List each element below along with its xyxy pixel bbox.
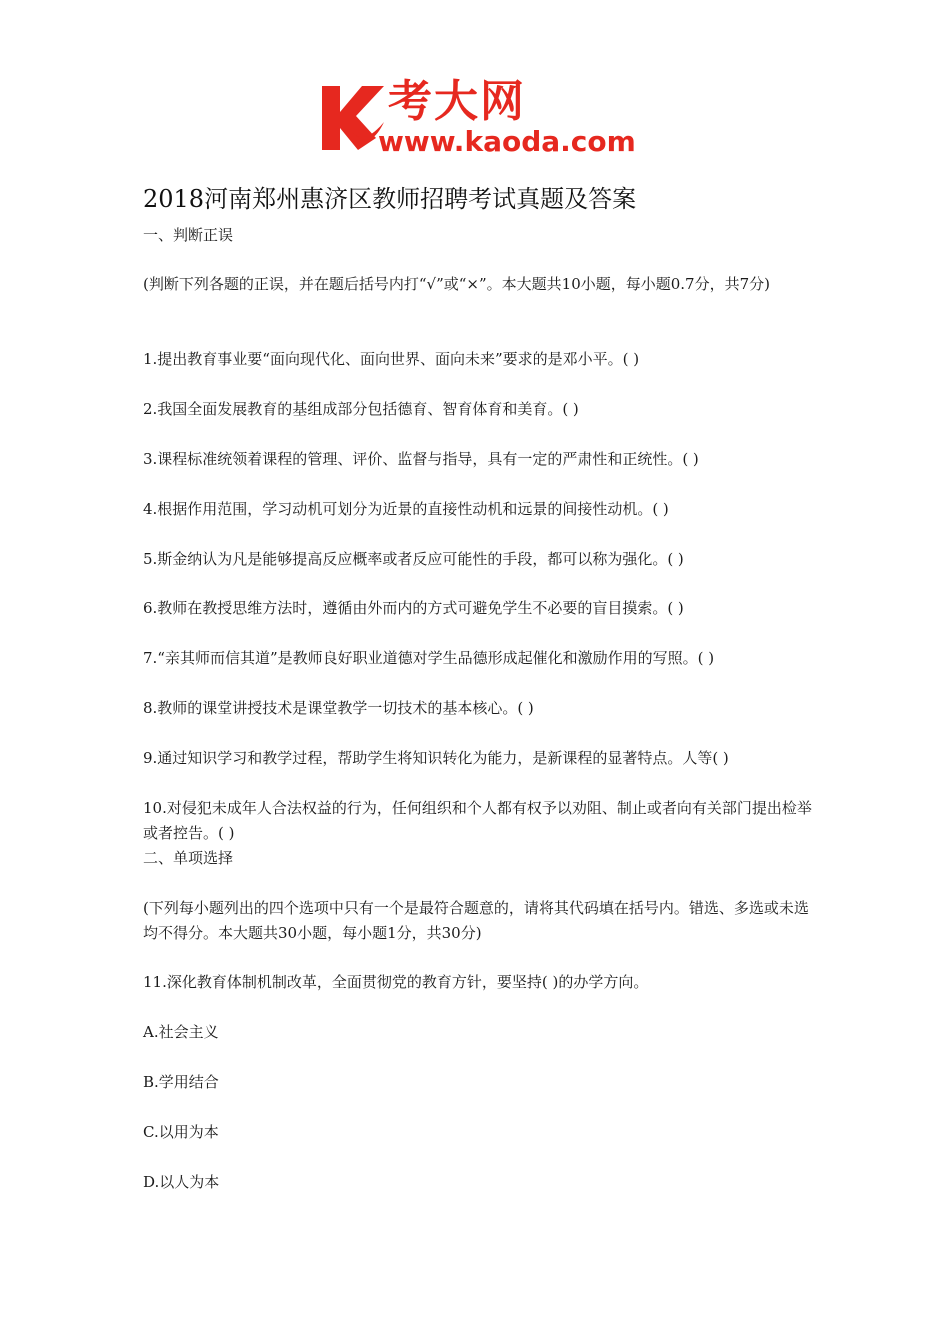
question-6: 6.教师在教授思维方法时，遵循由外而内的方式可避免学生不必要的盲目摸索。( ) (143, 599, 684, 617)
option-a: A.社会主义 (143, 1023, 219, 1041)
question-1: 1.提出教育事业要“面向现代化、面向世界、面向未来”要求的是邓小平。( ) (143, 350, 640, 368)
question-3: 3.课程标准统领着课程的管理、评价、监督与指导，具有一定的严肃性和正统性。( ) (143, 450, 699, 468)
question-5: 5.斯金纳认为凡是能够提高反应概率或者反应可能性的手段，都可以称为强化。( ) (143, 550, 684, 568)
question-8: 8.教师的课堂讲授技术是课堂教学一切技术的基本核心。( ) (143, 699, 534, 717)
question-7: 7.“亲其师而信其道”是教师良好职业道德对学生品德形成起催化和激励作用的写照。( ) (143, 649, 715, 667)
option-b: B.学用结合 (143, 1073, 219, 1091)
option-d: D.以人为本 (143, 1173, 220, 1191)
question-4: 4.根据作用范围，学习动机可划分为近景的直接性动机和远景的间接性动机。( ) (143, 500, 669, 518)
section-instruction-judgment: (判断下列各题的正误，并在题后括号内打“√”或“×”。本大题共10小题，每小题0.7分，共7分) (143, 275, 770, 293)
kaoda-logo (318, 78, 648, 160)
question-10: 10.对侵犯未成年人合法权益的行为，任何组织和个人都有权予以劝阻、制止或者向有关部门提出检举或者控告。( ) (143, 799, 812, 842)
document-title: 2018河南郑州惠济区教师招聘考试真题及答案 (143, 185, 637, 213)
question-11: 11.深化教育体制机制改革，全面贯彻党的教育方针，要坚持( )的办学方向。 (143, 973, 649, 991)
section-heading-single-choice: 二、单项选择 (143, 849, 234, 867)
question-9: 9.通过知识学习和教学过程，帮助学生将知识转化为能力，是新课程的显著特点。人等( ) (143, 749, 729, 767)
section-heading-judgment: 一、判断正误 (143, 226, 234, 244)
option-c: C.以用为本 (143, 1123, 219, 1141)
logo-name: 考大网 (388, 76, 526, 127)
question-2: 2.我国全面发展教育的基组成部分包括德育、智育体育和美育。( ) (143, 400, 579, 418)
section-instruction-single-choice: (下列每小题列出的四个选项中只有一个是最符合题意的，请将其代码填在括号内。错选、多选或未选均不得分。本大题共30小题，每小题1分，共30分) (143, 899, 809, 942)
logo-url: www.kaoda.com (378, 125, 636, 158)
